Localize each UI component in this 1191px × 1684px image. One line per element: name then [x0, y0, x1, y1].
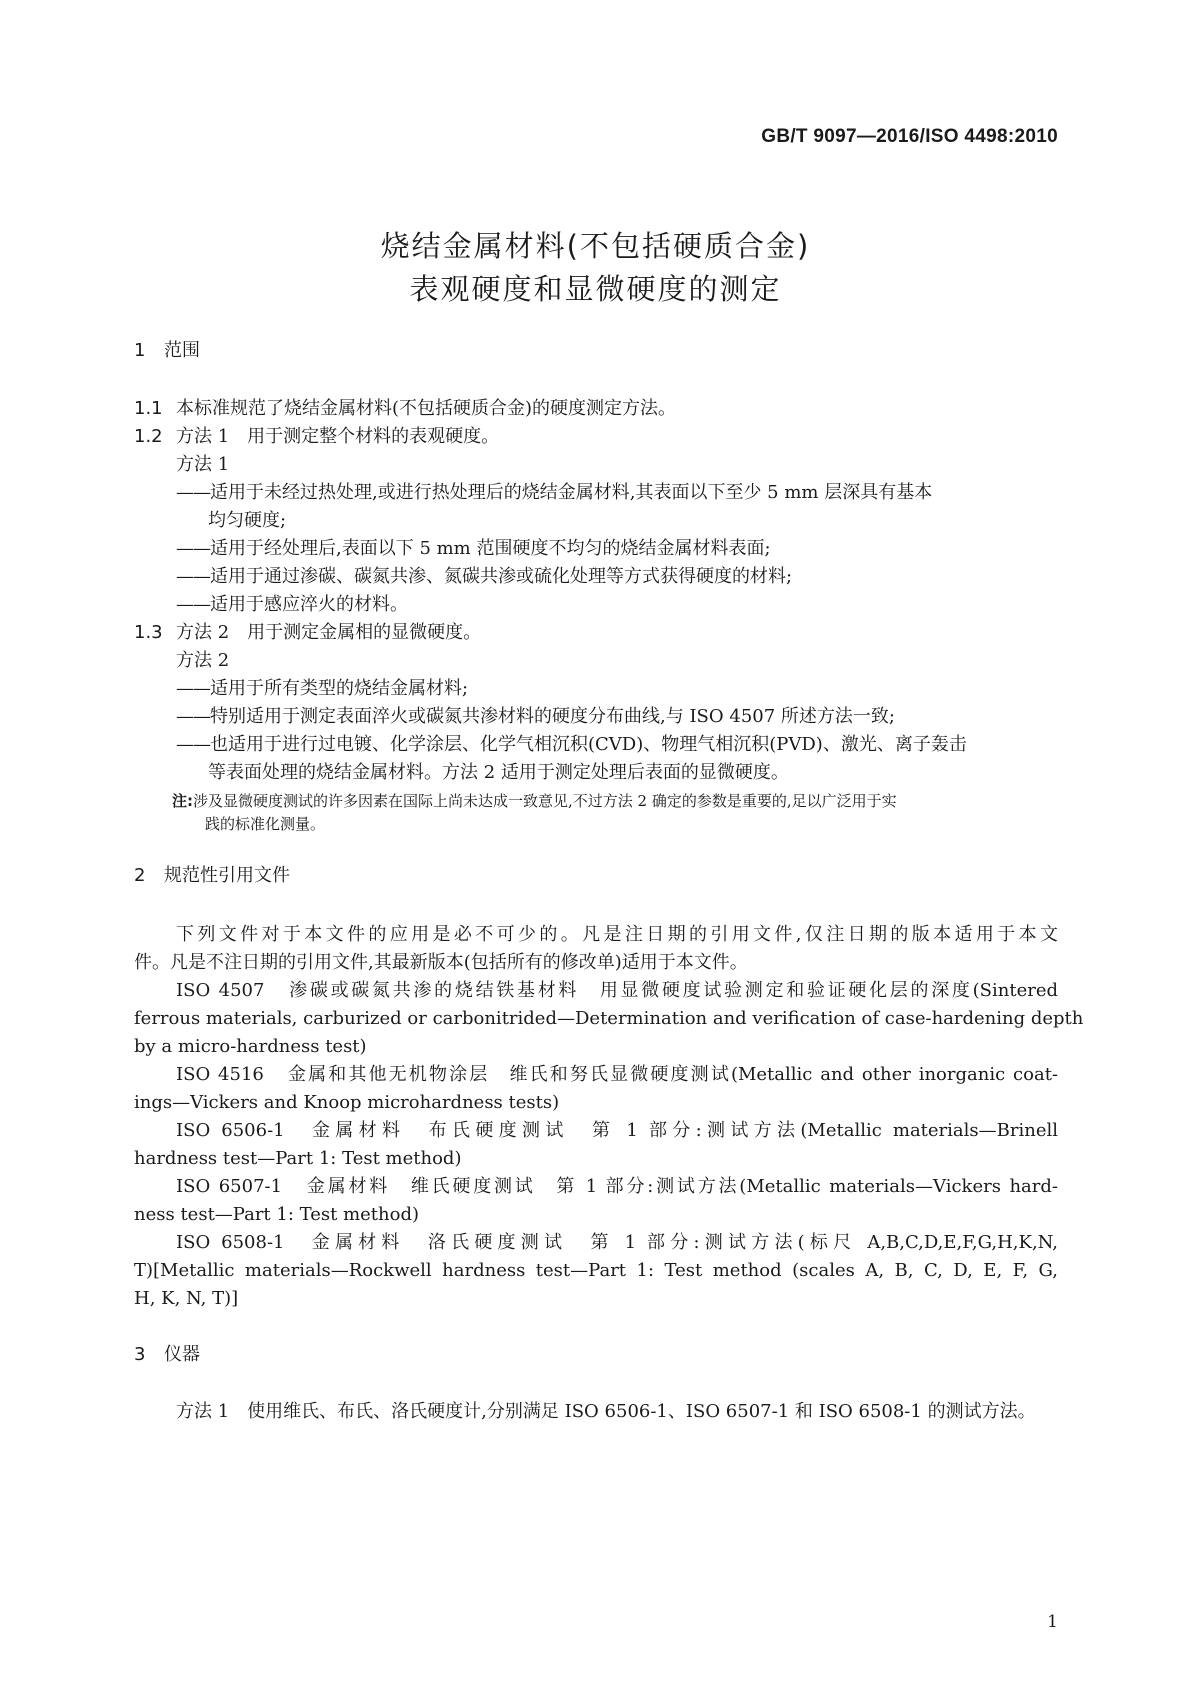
- dash-mark: ——: [176, 734, 210, 755]
- section-2-heading: [134, 864, 290, 888]
- list-item: ——适用于经处理后,表面以下 5 mm 范围硬度不均匀的烧结金属材料表面;: [176, 538, 771, 559]
- reference-line: ings—Vickers and Knoop microhardness tests): [134, 1092, 560, 1113]
- section-title: 仪器: [164, 1344, 200, 1365]
- paragraph-line: 下列文件对于本文件的应用是必不可少的。凡是注日期的引用文件,仅注日期的版本适用于本文: [176, 924, 1058, 945]
- list-item: ——适用于未经过热处理,或进行热处理后的烧结金属材料,其表面以下至少 5 mm 层深具有基本: [176, 482, 933, 503]
- section-title: 规范性引用文件: [164, 865, 290, 886]
- reference-id: ISO 6506-1: [176, 1120, 285, 1141]
- document-title-line1: 烧结金属材料(不包括硬质合金): [380, 229, 811, 263]
- reference-id: ISO 6507-1: [176, 1176, 283, 1197]
- reference-line: ferrous materials, carburized or carbonitrided—Determination and verification of case-hardening depth: [134, 1008, 1084, 1029]
- clause-number: 1.3: [134, 622, 163, 643]
- dash-mark: ——: [176, 678, 210, 699]
- standard-code-header: GB/T 9097—2016/ISO 4498:2010: [761, 126, 1058, 147]
- paragraph-line: 方法 1 使用维氏、布氏、洛氏硬度计,分别满足 ISO 6506-1、ISO 6507-1 和 ISO 6508-1 的测试方法。: [176, 1401, 1036, 1422]
- note: [172, 790, 897, 812]
- paragraph-line: 件。凡是不注日期的引用文件,其最新版本(包括所有的修改单)适用于本文件。: [134, 952, 748, 973]
- clause-text: 本标准规范了烧结金属材料(不包括硬质合金)的硬度测定方法。: [176, 398, 677, 419]
- clause-1-2: [134, 425, 499, 449]
- reference-line: T)[Metallic materials—Rockwell hardness test—Part 1: Test method (scales A, B, C, D, E, F, G,: [134, 1260, 1058, 1281]
- section-number: 2: [134, 865, 146, 886]
- method2-label: 方法 2: [176, 650, 230, 671]
- list-item-continuation: 均匀硬度;: [208, 510, 287, 531]
- clause-1-3: [134, 621, 481, 645]
- section-number: 1: [134, 340, 146, 361]
- reference-line: H, K, N, T)]: [134, 1288, 239, 1309]
- document-title-line2: 表观硬度和显微硬度的测定: [409, 272, 782, 306]
- dash-mark: ——: [176, 706, 210, 727]
- reference-entry: ISO 4516 金属和其他无机物涂层 维氏和努氏显微硬度测试(Metallic and other inorganic coat-: [176, 1064, 1059, 1085]
- reference-line: ness test—Part 1: Test method): [134, 1204, 420, 1225]
- reference-entry: ISO 6508-1 金属材料 洛氏硬度测试 第 1 部分:测试方法(标尺 A,B,C,D,E,F,G,H,K,N,: [176, 1232, 1059, 1253]
- note-label: 注:: [172, 792, 193, 810]
- section-1-heading: [134, 339, 200, 363]
- dash-mark: ——: [176, 566, 210, 587]
- clause-text: 方法 2 用于测定金属相的显微硬度。: [176, 622, 482, 643]
- reference-id: ISO 6508-1: [176, 1232, 285, 1253]
- list-item-continuation: 等表面处理的烧结金属材料。方法 2 适用于测定处理后表面的显微硬度。: [208, 762, 789, 783]
- section-3-heading: [134, 1343, 200, 1367]
- clause-number: 1.1: [134, 398, 163, 419]
- section-title: 范围: [164, 340, 200, 361]
- list-item: ——适用于感应淬火的材料。: [176, 594, 408, 615]
- reference-line: hardness test—Part 1: Test method): [134, 1148, 462, 1169]
- reference-entry: ISO 6506-1 金属材料 布氏硬度测试 第 1 部分:测试方法(Metallic materials—Brinell: [176, 1120, 1058, 1141]
- list-item: ——适用于通过渗碳、碳氮共渗、氮碳共渗或硫化处理等方式获得硬度的材料;: [176, 566, 793, 587]
- reference-id: ISO 4516: [176, 1064, 264, 1085]
- clause-text: 方法 1 用于测定整个材料的表观硬度。: [176, 426, 500, 447]
- note-text: 涉及显微硬度测试的许多因素在国际上尚未达成一致意见,不过方法 2 确定的参数是重要的,足以广泛用于实: [193, 792, 897, 810]
- reference-line: by a micro-hardness test): [134, 1036, 367, 1057]
- dash-mark: ——: [176, 538, 210, 559]
- list-item: ——也适用于进行过电镀、化学涂层、化学气相沉积(CVD)、物理气相沉积(PVD)、激光、离子轰击: [176, 734, 967, 755]
- clause-1-1: [134, 397, 676, 421]
- reference-entry: ISO 6507-1 金属材料 维氏硬度测试 第 1 部分:测试方法(Metallic materials—Vickers hard-: [176, 1176, 1058, 1197]
- page-number: 1: [1047, 1612, 1058, 1632]
- list-item: ——适用于所有类型的烧结金属材料;: [176, 678, 469, 699]
- clause-number: 1.2: [134, 426, 163, 447]
- section-number: 3: [134, 1344, 146, 1365]
- dash-mark: ——: [176, 482, 210, 503]
- reference-entry: ISO 4507 渗碳或碳氮共渗的烧结铁基材料 用显微硬度试验测定和验证硬化层的深度(Sintered: [176, 980, 1058, 1001]
- note-continuation: 践的标准化测量。: [205, 815, 326, 833]
- reference-id: ISO 4507: [176, 980, 265, 1001]
- method1-label: 方法 1: [176, 454, 230, 475]
- dash-mark: ——: [176, 594, 210, 615]
- list-item: ——特别适用于测定表面淬火或碳氮共渗材料的硬度分布曲线,与 ISO 4507 所述方法一致;: [176, 706, 895, 727]
